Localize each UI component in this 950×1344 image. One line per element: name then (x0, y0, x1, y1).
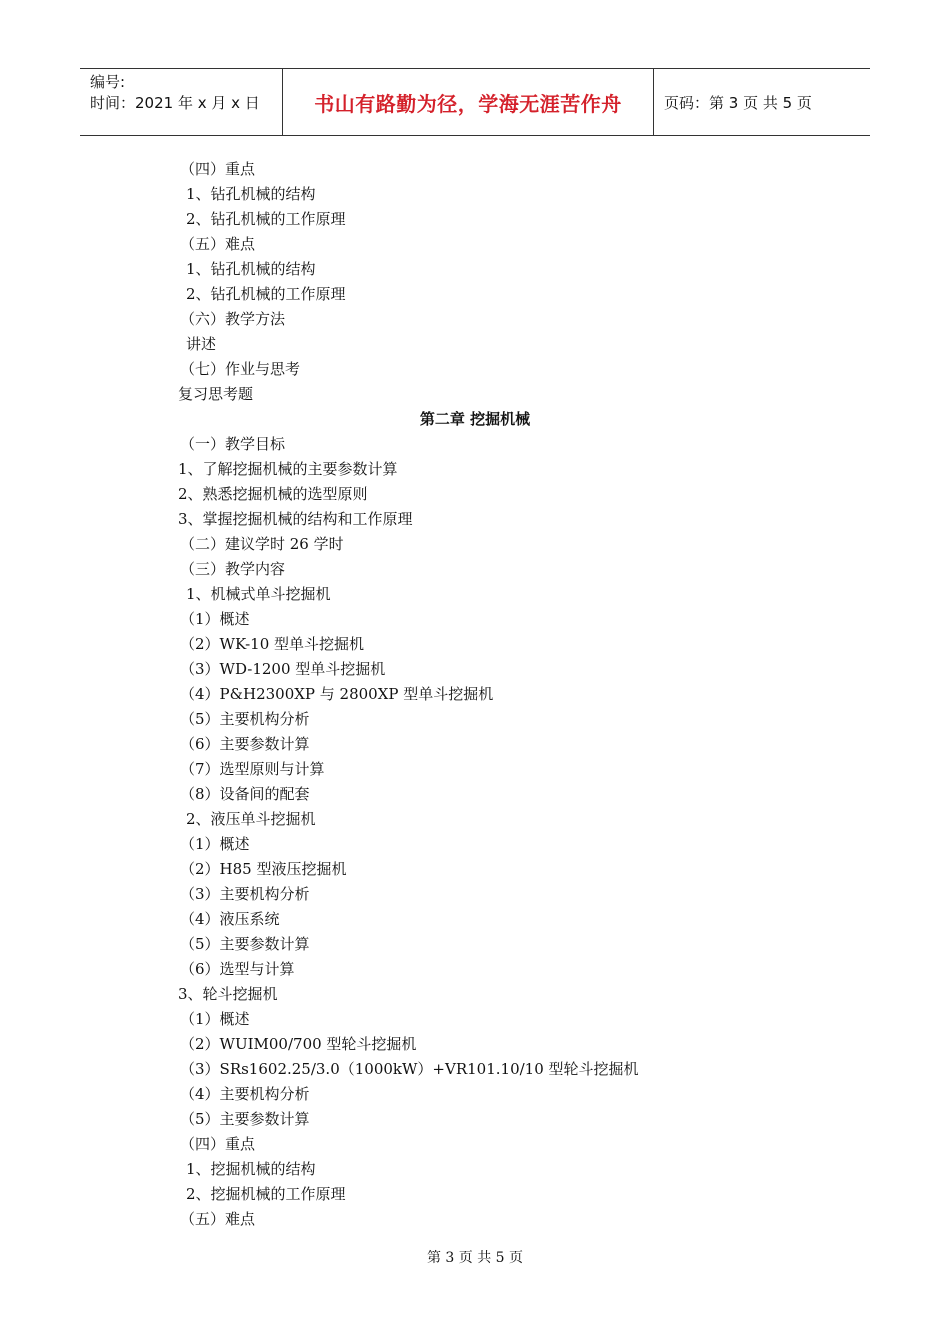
text-line: （五）难点 (180, 1210, 256, 1228)
text-line: 1、钻孔机械的结构 (186, 260, 316, 278)
text-line: （4）P&H2300XP 与 2800XP 型单斗挖掘机 (180, 685, 494, 703)
text-line: （8）设备间的配套 (180, 785, 310, 803)
page-footer (0, 1247, 950, 1267)
text-line: 1、机械式单斗挖掘机 (186, 585, 331, 603)
text-line: （3）WD-1200 型单斗挖掘机 (180, 660, 386, 678)
text-line: 2、钻孔机械的工作原理 (186, 210, 346, 228)
text-line: （4）液压系统 (180, 910, 280, 928)
text-line: （四）重点 (180, 1135, 256, 1153)
chapter-title: 第二章 挖掘机械 (419, 410, 531, 428)
text-line: 1、挖掘机械的结构 (186, 1160, 316, 1178)
text-line: 2、挖掘机械的工作原理 (186, 1185, 346, 1203)
text-line: （7）选型原则与计算 (180, 760, 325, 778)
text-line: （2）WUIM00/700 型轮斗挖掘机 (180, 1035, 417, 1053)
header-page-cell (654, 69, 870, 135)
motto-text: 书山有路勤为径，学海无涯苦作舟 (314, 91, 622, 116)
text-line: 1、了解挖掘机械的主要参数计算 (178, 460, 398, 478)
text-line: （六）教学方法 (180, 310, 286, 328)
text-line: （3）主要机构分析 (180, 885, 310, 903)
text-line: （三）教学内容 (180, 560, 286, 578)
text-line: （七）作业与思考 (180, 360, 301, 378)
text-line: （4）主要机构分析 (180, 1085, 310, 1103)
text-line: （2）H85 型液压挖掘机 (180, 860, 347, 878)
text-line: 讲述 (186, 335, 217, 353)
text-line: 2、熟悉挖掘机械的选型原则 (178, 485, 368, 503)
text-line: （1）概述 (180, 835, 250, 853)
text-line: （1）概述 (180, 610, 250, 628)
footer-page-number: 第 3 页 共 5 页 (426, 1250, 524, 1266)
text-line: （二）建议学时 26 学时 (180, 535, 344, 553)
text-line: （6）选型与计算 (180, 960, 295, 978)
page-label: 页码：第 3 页 共 5 页 (664, 93, 812, 112)
text-line: （3）SRs1602.25/3.0（1000kW）+VR101.10/10 型轮斗挖掘机 (180, 1060, 639, 1078)
text-line: （一）教学目标 (180, 435, 286, 453)
text-line: 3、轮斗挖掘机 (178, 985, 278, 1003)
text-line: （2）WK-10 型单斗挖掘机 (180, 635, 364, 653)
time-label: 时间：2021 年 x 月 x 日 (90, 94, 260, 112)
text-line: （5）主要机构分析 (180, 710, 310, 728)
text-line: （6）主要参数计算 (180, 735, 310, 753)
header-meta-cell (80, 69, 282, 135)
text-line: 1、钻孔机械的结构 (186, 185, 316, 203)
text-line: （5）主要参数计算 (180, 1110, 310, 1128)
page-header (80, 68, 870, 136)
number-label: 编号: (90, 73, 126, 91)
header-motto-cell (282, 69, 654, 135)
text-line: 复习思考题 (178, 385, 254, 403)
text-line: 2、液压单斗挖掘机 (186, 810, 316, 828)
text-line: 3、掌握挖掘机械的结构和工作原理 (178, 510, 413, 528)
text-line: （1）概述 (180, 1010, 250, 1028)
text-line: （5）主要参数计算 (180, 935, 310, 953)
text-line: 2、钻孔机械的工作原理 (186, 285, 346, 303)
text-line: （五）难点 (180, 235, 256, 253)
text-line: （四）重点 (180, 160, 256, 178)
